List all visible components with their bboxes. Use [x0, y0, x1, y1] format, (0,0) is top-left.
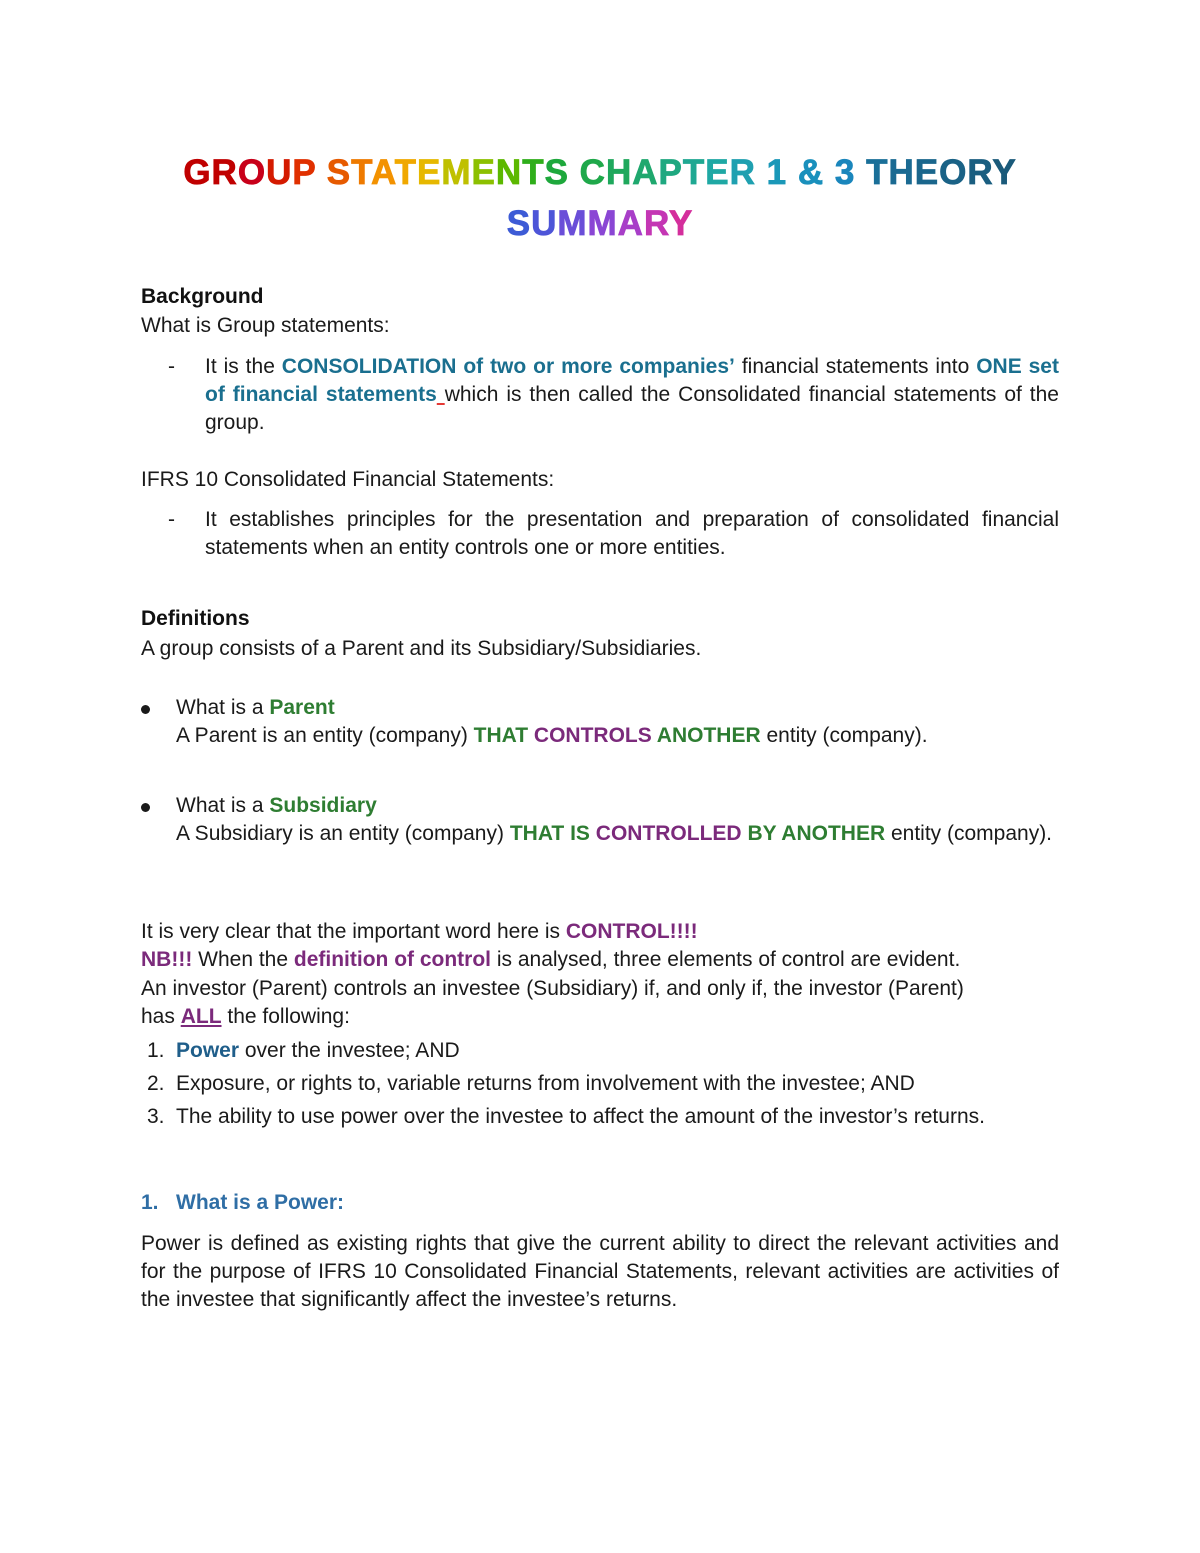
title-letter: M [557, 204, 588, 243]
consolidation-dash-item [141, 353, 1059, 437]
title-letter: R [211, 153, 238, 192]
title-letter: E [705, 153, 730, 192]
title-letter: Y [992, 153, 1017, 192]
title-letter: M [441, 153, 472, 192]
background-heading: Background [141, 285, 264, 308]
title-letter: U [266, 153, 293, 192]
title-letter: E [914, 153, 940, 192]
control-intro: It is very clear that the important word here is CONTROL!!!! [141, 920, 698, 943]
consolidation-text: It is the CONSOLIDATION of two or more companies’ financial statements into ONE set of financial statements which is then called the Consolidated financial statements of the group. [205, 355, 1059, 434]
ifrs10-text: It establishes principles for the presentation and preparation of consolidated financial statements when an entity controls one or more entities. [205, 508, 1059, 559]
title1-word-4 [798, 153, 824, 192]
title-letter: 1 [766, 153, 788, 192]
title-letter: R [729, 153, 756, 192]
title-letter: E [417, 153, 442, 192]
title-letter: A [370, 153, 395, 192]
power-section-heading: 1. What is a Power: [141, 1191, 345, 1214]
title-letter: S [544, 153, 569, 192]
dash-marker: - [168, 355, 175, 378]
bullet-dot [141, 705, 150, 714]
title-letter: H [888, 153, 915, 192]
title1-word-1 [327, 153, 569, 192]
control-element-3: 3. The ability to use power over the investee to affect the amount of the investor’s returns. [147, 1105, 985, 1128]
title-letter: O [237, 153, 267, 192]
title-letter: U [531, 204, 558, 243]
ifrs10-dash-item [141, 506, 1059, 562]
title1-word-0 [183, 153, 316, 192]
definitions-heading: Definitions [141, 607, 250, 630]
title-letter: M [587, 204, 618, 243]
ifrs10-label: IFRS 10 Consolidated Financial Statements: [141, 468, 555, 491]
bullet-dot [141, 803, 150, 812]
control-element-1: 1. Power over the investee; AND [147, 1039, 460, 1062]
title-letter: R [643, 204, 669, 243]
title-letter: T [866, 153, 889, 192]
title-letter: T [682, 153, 706, 192]
nb-line: NB!!! When the definition of control is analysed, three elements of control are evident. [141, 948, 961, 971]
title-letter: T [394, 153, 418, 192]
title1-word-5 [835, 153, 855, 192]
title-letter: A [617, 204, 644, 243]
title2-word-0 [507, 204, 694, 243]
title-letter: O [939, 153, 968, 192]
title-line-1 [0, 155, 1200, 190]
title1-word-2 [580, 153, 756, 192]
title-letter: P [292, 153, 317, 192]
investor-line: An investor (Parent) controls an investee (Subsidiary) if, and only if, the investor (Parent) [141, 977, 964, 1000]
parent-text: What is a Parent A Parent is an entity (company) THAT CONTROLS ANOTHER entity (company). [176, 696, 928, 747]
title-letter: N [495, 153, 523, 192]
control-element-2: 2. Exposure, or rights to, variable returns from involvement with the investee; AND [147, 1072, 915, 1095]
title1-word-3 [767, 153, 787, 192]
title-letter: E [471, 153, 496, 192]
title-letter: S [506, 204, 532, 243]
title-letter: H [605, 153, 633, 192]
title-letter: C [579, 153, 606, 192]
group-intro: A group consists of a Parent and its Subsidiary/Subsidiaries. [141, 637, 702, 660]
subsidiary-text: What is a Subsidiary A Subsidiary is an entity (company) THAT IS CONTROLLED BY ANOTHER entity (company). [176, 794, 1053, 845]
title-letter: T [522, 153, 545, 192]
title-letter: T [351, 153, 371, 192]
title-letter: G [183, 153, 212, 192]
title-letter: P [658, 153, 683, 192]
has-all-line: has ALL the following: [141, 1005, 350, 1028]
title-letter: A [632, 153, 659, 192]
title-letter: S [326, 153, 352, 192]
title-letter: R [967, 153, 993, 192]
group-statements-question: What is Group statements: [141, 314, 390, 337]
power-definition: Power is defined as existing rights that give the current ability to direct the relevant activities and for the purpose of IFRS 10 Consolidated Financial Statements, relevant activities are activities of the investee that significantly affect the investee’s returns. [141, 1232, 1059, 1311]
title-letter: 3 [834, 153, 856, 192]
subsidiary-bullet [141, 792, 1061, 848]
parent-bullet [141, 694, 1061, 750]
title-line-2 [0, 206, 1200, 241]
title-letter: & [797, 153, 825, 192]
title-letter: Y [668, 204, 694, 243]
dash-marker: - [168, 508, 175, 531]
title1-word-6 [866, 153, 1017, 192]
